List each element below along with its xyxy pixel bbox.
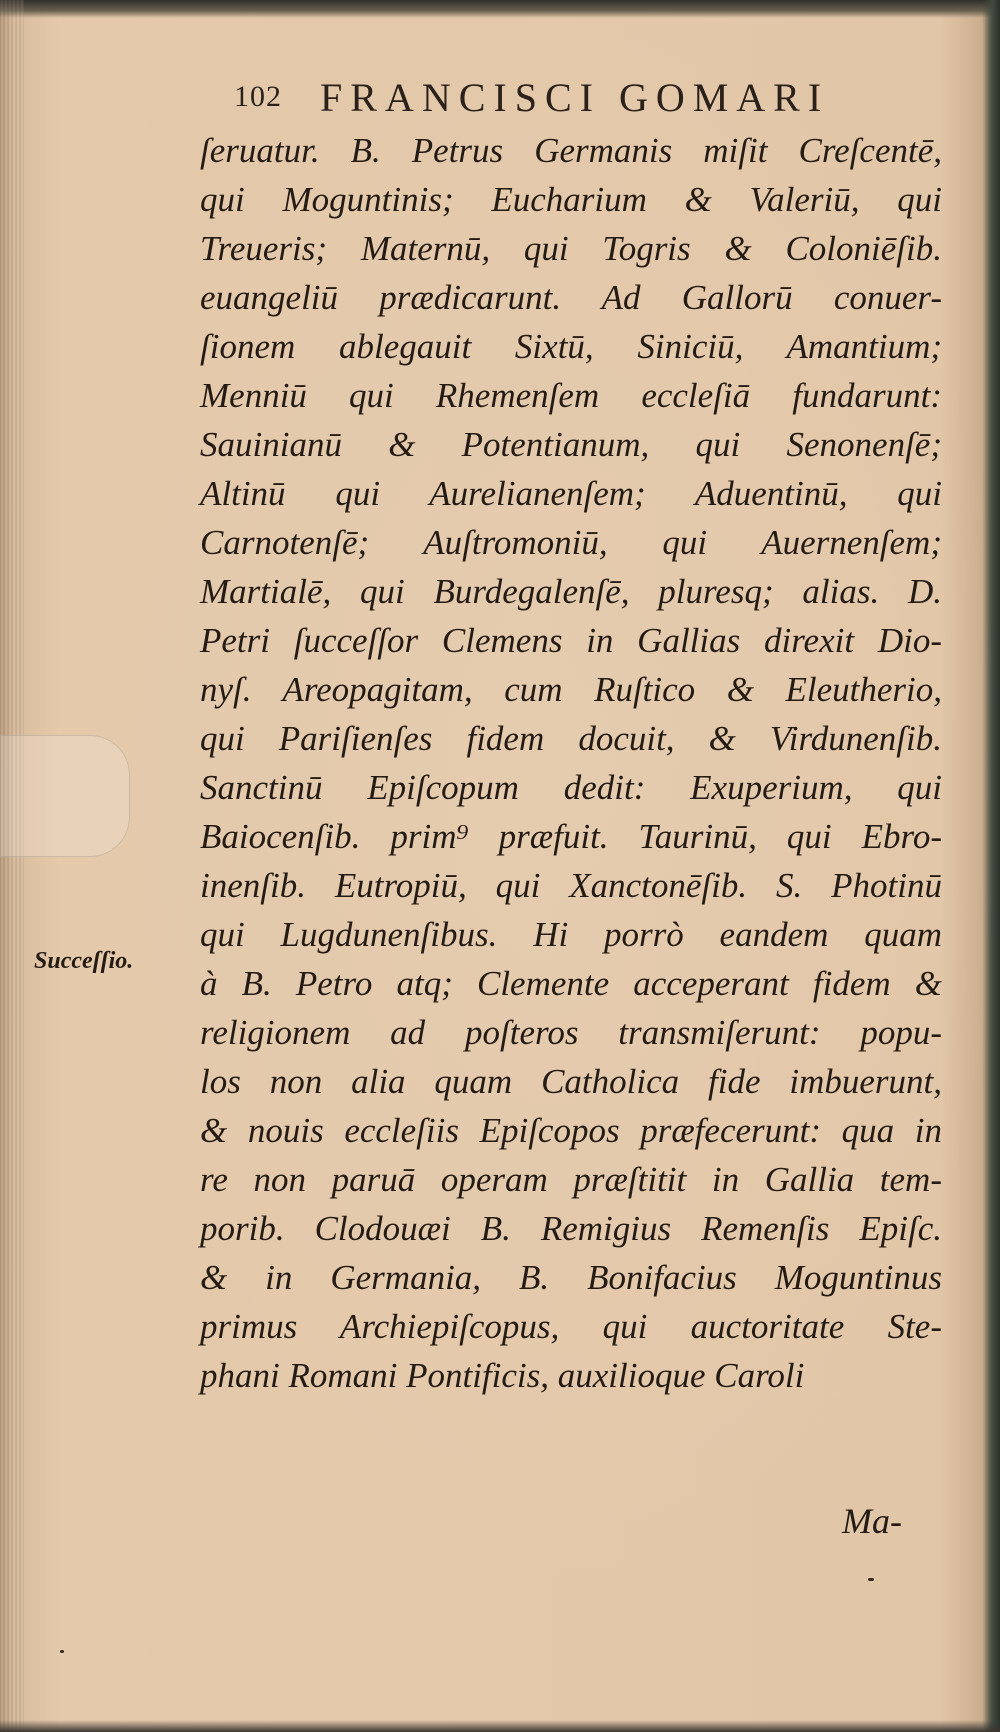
binding-shadow-right [982, 0, 1000, 1732]
text-line: Treueris; Maternū, qui Togris & Coloniēſib. [200, 229, 942, 268]
page-number: 102 [234, 80, 282, 113]
body-text [200, 126, 942, 1400]
text-line: Martialē, qui Burdegalenſē, pluresq; alias. D. [200, 572, 942, 611]
text-line: Petri ſucceſſor Clemens in Gallias direxit Dio- [200, 621, 942, 660]
top-shadow [0, 0, 1000, 18]
text-line: qui Pariſienſes fidem docuit, & Virdunenſib. [200, 719, 942, 758]
bottom-shadow [0, 1720, 1000, 1732]
page-header [228, 70, 868, 128]
text-line: Baiocenſib. prim⁹ præfuit. Taurinū, qui Ebro- [200, 817, 942, 856]
ink-speck [868, 1578, 874, 1581]
text-line: & nouis eccleſiis Epiſcopos præfecerunt: qua in [200, 1111, 942, 1150]
text-line: los non alia quam Catholica fide imbuerunt, [200, 1062, 942, 1101]
text-line: inenſib. Eutropiū, qui Xanctonēſib. S. Photinū [200, 866, 942, 905]
text-line: porib. Clodouæi B. Remigius Remenſis Epiſc. [200, 1209, 942, 1248]
text-line: Altinū qui Aurelianenſem; Aduentinū, qui [200, 474, 942, 513]
page-tab-marker [0, 735, 130, 857]
catchword: Ma- [842, 1501, 902, 1541]
text-line: qui Moguntinis; Eucharium & Valeriū, qui [200, 180, 942, 219]
text-line: primus Archiepiſcopus, qui auctoritate Ste- [200, 1307, 942, 1346]
page-edge-left [0, 0, 24, 1732]
text-line: à B. Petro atq; Clemente acceperant fidem & [200, 964, 942, 1003]
text-line: Carnotenſē; Auſtromoniū, qui Auernenſem; [200, 523, 942, 562]
text-line: nyſ. Areopagitam, cum Ruſtico & Eleutherio, [200, 670, 942, 709]
marginal-note: Succeſſio. [34, 948, 134, 974]
text-line: phani Romani Pontificis, auxilioque Caroli [200, 1356, 805, 1395]
text-line: ſeruatur. B. Petrus Germanis miſit Creſcentē, [200, 131, 942, 170]
ink-speck [60, 1650, 64, 1653]
text-line: re non paruā operam præſtitit in Gallia tem- [200, 1160, 942, 1199]
text-line: qui Lugdunenſibus. Hi porrò eandem quam [200, 915, 942, 954]
text-line: religionem ad poſteros transmiſerunt: popu- [200, 1013, 942, 1052]
running-head: FRANCISCI GOMARI [320, 75, 830, 120]
text-line: Sauinianū & Potentianum, qui Senonenſē; [200, 425, 942, 464]
text-line: & in Germania, B. Bonifacius Moguntinus [200, 1258, 942, 1297]
text-line: ſionem ablegauit Sixtū, Siniciū, Amantium; [200, 327, 942, 366]
text-line: Menniū qui Rhemenſem eccleſiā fundarunt: [200, 376, 942, 415]
text-line: Sanctinū Epiſcopum dedit: Exuperium, qui [200, 768, 942, 807]
text-line: euangeliū prædicarunt. Ad Gallorū conuer- [200, 278, 942, 317]
